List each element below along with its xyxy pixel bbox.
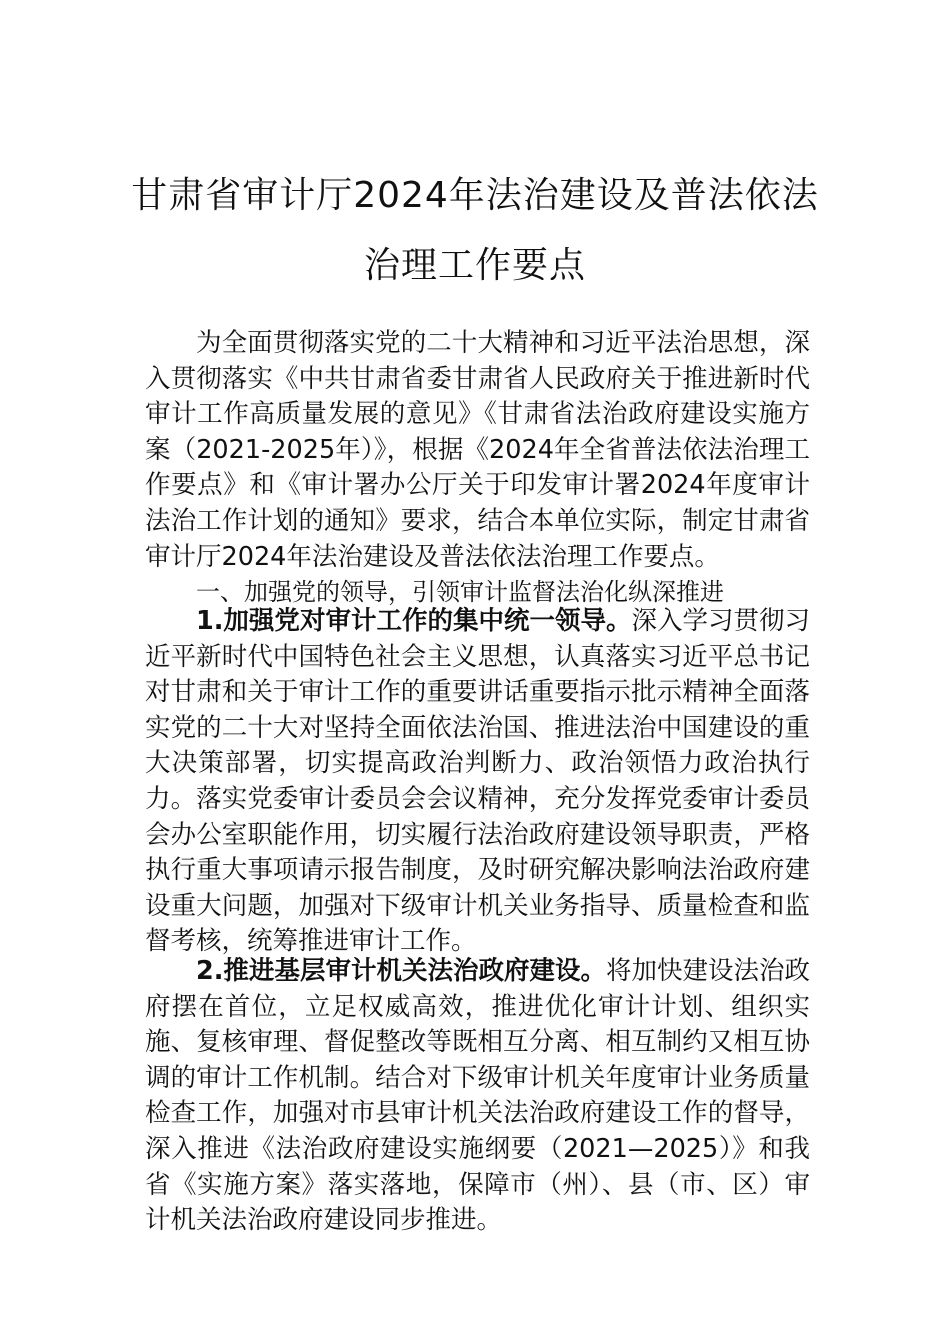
item-2-text: 将加快建设法治政府摆在首位，立足权威高效，推进优化审计计划、组织实施、复核审理、督促整改等既相互分离、相互制约又相互协调的审计工作机制。结合对下级审计机关年度审计业务质量检查工作，加强对市县审计机关法治政府建设工作的督导，深入推进《法治政府建设实施纲要（2021—2025）》和我省《实施方案》落实落地，保障市（州）、县（市、区）审计机关法治政府建设同步推进。 [145,956,810,1236]
item-1-paragraph [145,604,810,960]
section-heading: 一、加强党的领导，引领审计监督法治化纵深推进 [196,578,724,606]
intro-paragraph: 为全面贯彻落实党的二十大精神和习近平法治思想，深入贯彻落实《中共甘肃省委甘肃省人民政府关于推进新时代审计工作高质量发展的意见》《甘肃省法治政府建设实施方案（2021-2025年）》，根据《2024年全省普法依法治理工作要点》和《审计署办公厅关于印发审计署2024年度审计法治工作计划的通知》要求，结合本单位实际，制定甘肃省审计厅2024年法治建设及普法依法治理工作要点。 [145,328,810,572]
item-2-lead: 2.推进基层审计机关法治政府建设。 [196,956,606,986]
item-1-text: 深入学习贯彻习近平新时代中国特色社会主义思想，认真落实习近平总书记对甘肃和关于审计工作的重要讲话重要指示批示精神全面落实党的二十大对坚持全面依法治国、推进法治中国建设的重大决策部署，切实提高政治判断力、政治领悟力政治执行力。落实党委审计委员会会议精神，充分发挥党委审计委员会办公室职能作用，切实履行法治政府建设领导职责，严格执行重大事项请示报告制度，及时研究解决影响法治政府建设重大问题，加强对下级审计机关业务指导、质量检查和监督考核，统筹推进审计工作。 [145,606,810,957]
item-2-paragraph [145,954,810,1239]
document-title-line2: 治理工作要点 [363,245,586,286]
item-1-lead: 1.加强党对审计工作的集中统一领导。 [196,606,632,636]
document-title-line1: 甘肃省审计厅2024年法治建设及普法依法 [131,175,819,216]
